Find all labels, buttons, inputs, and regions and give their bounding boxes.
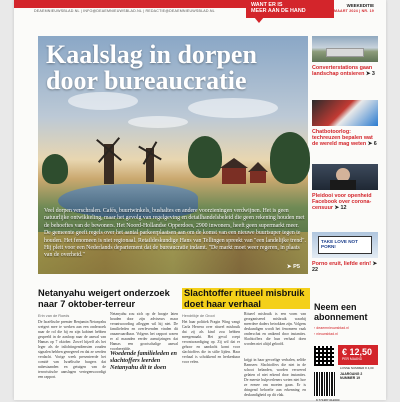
article-column: krijgt in haar gevoelige verhalen, zelfde Ramseer. Slachtoffers die niet in de schoot belanden, worden verweerd gelaten of niet erkend door instanties. De meeste hulpverleners weten niet hoe ze ermee om moeten gaan. Er is dringend behoefte aan erkenning en deskundigheid op dit vlak.	[244, 358, 306, 397]
house-roof	[220, 158, 248, 168]
teaser-title: Porno eruit, liefde erin! ➤ 22	[312, 261, 378, 274]
article-byline: Erin van de Roeds	[38, 314, 70, 318]
barcode-number: 9 771387 012000	[316, 398, 340, 402]
windmill-sails	[108, 134, 110, 166]
article-column: Netanyahu zou zich op de hoogte laten houden door zijn adviseurs maar verantwoording afleggen wil hij niet. De familieleden en overlevenden vinden dit onaanvaardbaar. Volgens het rapport waren er al maanden eerder aanwijzingen dat Hamas een grootschalige aanval voorbereidde.	[110, 312, 178, 351]
slogan	[251, 2, 306, 15]
slogan-bubble	[246, 0, 334, 18]
contact-line: DEAEMNIEUWSBLAD.NL | INFO@DEAEMNIEUWSBLAD.NL | REDACTIE@DEAEMNIEUWSBLAD.NL	[34, 9, 215, 13]
windmill-sails	[149, 140, 151, 166]
logo-bar	[14, 0, 246, 8]
article-column: Ritueel misbruik is een vorm van georganiseerd misbruik waarbij meerdere daders betrokken zijn. Volgens deskundigen wordt het fenomeen vaak onderschat en ontkend door instanties. Slachtoffers die hun verhaal doen worden niet altijd geloofd.	[244, 312, 306, 346]
teaser-photo	[312, 164, 378, 190]
price-period: PER MAAND	[342, 357, 363, 361]
house	[250, 171, 266, 183]
tree	[270, 132, 310, 184]
subscription-link[interactable]: › deaemnieuwsblad.nl	[314, 326, 349, 330]
house	[222, 168, 246, 184]
article-headline-highlighted[interactable]: Slachtoffer ritueel misbruik doet haar verhaal	[182, 288, 310, 309]
protest-sign: TAKE LOVE NOT PORN!	[318, 236, 372, 254]
teaser-title: Chatbotoorlog: techreuzen bepalen wat de wereld mag weten ➤ 6	[312, 129, 377, 148]
slogan-line-2: MEER AAN DE HAND	[251, 8, 306, 15]
pull-quote: Woedende familieleden en slachtoffers leerden Netanyahu dit te doen	[110, 350, 177, 372]
article-column: Het haar politiek Pragin Wing vangt Carla Herrera over ritueel misbruik dat zij als kind zou hebben meegemaakt. Het geval roept verontwaardiging op. Zij wil dat er gehoor en aandacht komt voor slachtoffers die in stilte lijden. Haar verhaal is schokkend en herkenbaar voor velen.	[182, 320, 240, 364]
newspaper-front-page	[14, 0, 386, 400]
hero-photo[interactable]	[38, 36, 308, 274]
single-issue-label: LOSSE NUMMER € 4,00	[340, 366, 374, 370]
qr-code[interactable]	[314, 346, 334, 366]
cloud	[128, 116, 188, 128]
edition-label: WEEKEDITIE	[346, 3, 374, 8]
tree	[188, 136, 222, 178]
cloud	[188, 98, 278, 118]
teaser-photo	[312, 232, 378, 258]
article-headline[interactable]: Netanyahu weigert onderzoek naar 7 oktober-terreur	[38, 288, 170, 309]
main-headline[interactable]: Kaalslag in dorpen door bureaucratie	[46, 40, 257, 95]
teaser-title: Pleidooi voor openheid Facebook over corona-censuur ➤ 12	[312, 193, 372, 212]
price-badge	[338, 345, 378, 365]
masthead	[14, 0, 386, 22]
tree	[42, 154, 68, 184]
subscription-box	[314, 302, 380, 400]
teaser-title: Converterstations gaan landschap ontsieren ➤ 3	[312, 65, 375, 78]
subscription-price: € 12,50	[342, 347, 373, 357]
teaser-photo	[312, 36, 378, 62]
subscription-title[interactable]: Neem een abonnement	[314, 302, 368, 322]
subscription-link[interactable]: › nieuwsblad.nl	[314, 332, 338, 336]
teaser-photo	[312, 100, 378, 126]
issue-number: JAARGANG 2 NUMMER 19	[340, 372, 363, 380]
page-reference[interactable]: ➤ P5	[286, 264, 300, 270]
slogan-line-1: WANT ER IS	[251, 2, 283, 8]
issue-date: 6 MAART 2024 | NR. 19	[330, 9, 374, 13]
article-column: De Israëlische premier Benjamin Netanyahu weigert mee te werken aan een onderzoek naar de rol die hij en zijn kabinet hebben gespeeld in de aanloop naar de aanval van Hamas op 7 oktober. Zowel hijzelf als het leger als de inlichtingendiensten zouden signalen hebben genegeerd en dat ze werden verdacht. Vorige week presenteerde het comité van Israëlische burgers dat nabestaanden en getuigen van de terroristische aanslagen vertegenwoordigt een rapport.	[38, 320, 106, 379]
hero-caption: Veel dorpen verschralen. Cafés, buurtwinkels, bushaltes en andere voorzieningen verdwijnen. Het is geen natuurlijke ontwikkeling, maar het gevolg van regelgeving en detailhandelsbeleid die geen rekening houden met de behoeftes van de bewoners. Het Noord-Hollandse Opperdoes, 2900 inwoners, heeft geen supermarkt meer. De gemeente geeft regels over het aantal parkeerplaatsen aan om de komst van een nieuwe buurtsuper tegen te houden. Het fenomeen is niet regionaal. Retaildeskundige Hans van Tellingen spreekt van "een landelijke trend". Hij pleit voor een Nederlands departement dat de bureaucratie indamt. "De markt moet weer regeren, in plaats van de overheid."	[44, 208, 306, 259]
barcode	[314, 372, 336, 396]
article-byline: Hendriikje de Groot	[182, 314, 215, 318]
